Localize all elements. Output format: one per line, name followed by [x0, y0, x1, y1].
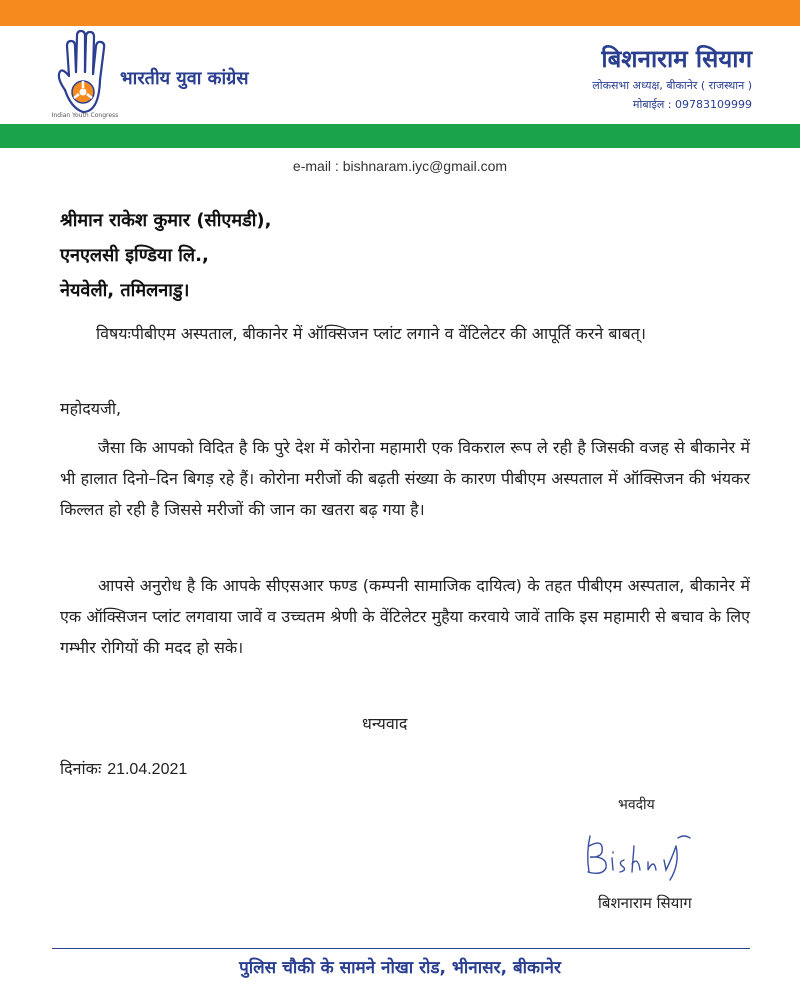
raised-hand-icon — [55, 28, 113, 122]
signature — [580, 824, 700, 884]
closing: भवदीय — [618, 797, 655, 813]
body-paragraph-2: आपसे अनुरोध है कि आपके सीएसआर फण्ड (कम्पनी सामाजिक दायित्व) के तहत पीबीएम अस्पताल, बीकानेर में एक ऑक्सिजन प्लांट लगवाया जावें व उच्चतम श्रेणी के वेंटिलेटर मुहैया करवाये जावें ताकि इस महामारी से बचाव के लिए गम्भीर रोगियों की मदद हो सके। — [60, 576, 750, 657]
logo-caption: Indian Youth Congress — [51, 112, 119, 119]
subject-line: विषयःपीबीएम अस्पताल, बीकानेर में ऑक्सिजन प्लांट लगाने व वेंटिलेटर की आपूर्ति करने बाबत्। — [96, 324, 646, 343]
date-label: दिनांकः — [60, 759, 102, 778]
thanks-line: धन्यवाद — [362, 714, 408, 733]
recipient-name: श्रीमान राकेश कुमार (सीएमडी), — [60, 210, 272, 231]
sender-mobile: मोबाईल : 09783109999 — [632, 98, 752, 111]
email-line: e-mail : bishnaram.iyc@gmail.com — [292, 158, 508, 174]
sender-role: लोकसभा अध्यक्ष, बीकानेर ( राजस्थान ) — [592, 79, 752, 92]
salutation: महोदयजी, — [60, 399, 122, 418]
footer-divider — [52, 948, 750, 949]
date-value: 21.04.2021 — [107, 761, 188, 778]
header-green-band — [0, 124, 800, 148]
sender-name-heading: बिशनाराम सियाग — [601, 45, 752, 73]
header-saffron-band — [0, 0, 800, 26]
footer-address: पुलिस चौकी के सामने नोखा रोड, भीनासर, बीकानेर — [239, 958, 561, 978]
recipient-location: नेयवेली, तमिलनाडु। — [60, 280, 190, 301]
body-paragraph-1: जैसा कि आपको विदित है कि पुरे देश में कोरोना महामारी एक विकराल रूप ले रही है जिसकी वजह से बीकानेर में भी हालात दिनो–दिन बिगड़ रहे हैं। कोरोना मरीजों की बढ़ती संख्या के कारण पीबीएम अस्पताल में ऑक्सिजन की भंयकर किल्लत हो रही है जिससे मरीजों की जान का खतरा बढ़ गया है। — [60, 438, 750, 519]
organization-name: भारतीय युवा कांग्रेस — [120, 68, 249, 89]
recipient-company: एनएलसी इण्डिया लि., — [60, 245, 209, 266]
date-line — [60, 757, 187, 779]
signer-name: बिशनाराम सियाग — [598, 894, 692, 912]
